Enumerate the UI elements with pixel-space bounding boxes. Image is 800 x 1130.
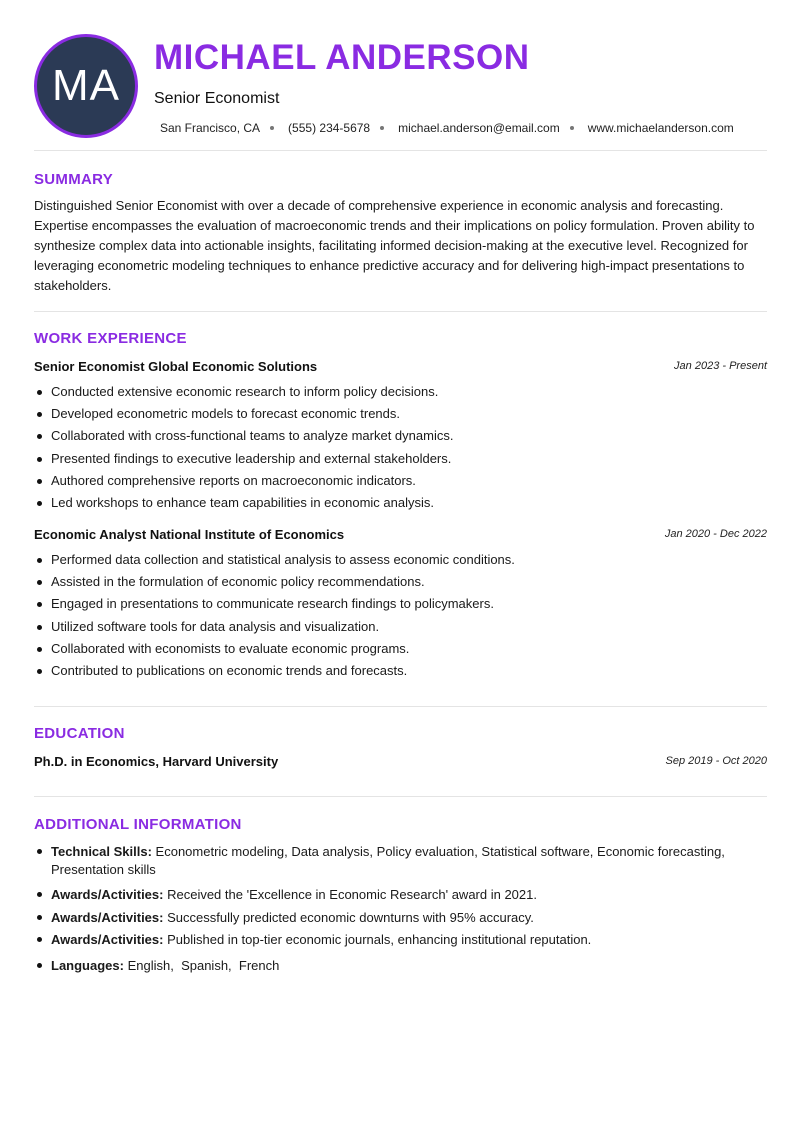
summary-text: Distinguished Senior Economist with over a decade of comprehensive experience in economic analysis and forecasting. Expertise encompasses the evaluation of macroeconomic trends and their implications on policy formulation. Proven ability to synthesize complex data into actionable insights, facilitating informed decision-making at the executive level. Recognized for leveraging econometric modeling techniques to enhance predictive accuracy and for delivering high-impact presentations to stakeholders. (34, 198, 755, 293)
avatar-initials: MA (52, 61, 120, 110)
item-label: Languages: (51, 957, 124, 973)
list-item: Collaborated with cross-functional teams to analyze market dynamics. (34, 428, 767, 444)
avatar (34, 34, 138, 138)
additional-heading: ADDITIONAL INFORMATION (34, 816, 242, 833)
item-label: Technical Skills: (51, 844, 152, 859)
list-item: Contributed to publications on economic trends and forecasts. (34, 663, 767, 679)
separator-dot (380, 126, 384, 130)
job-bullets (34, 552, 767, 685)
item-text: Received the 'Excellence in Economic Research' award in 2021. (167, 887, 537, 902)
list-item: Performed data collection and statistical analysis to assess economic conditions. (34, 552, 767, 568)
list-item: Developed econometric models to forecast economic trends. (34, 406, 767, 422)
list-item: Engaged in presentations to communicate research findings to policymakers. (34, 596, 767, 612)
list-item: Assisted in the formulation of economic policy recommendations. (34, 574, 767, 590)
item-text: Successfully predicted economic downturns with 95% accuracy. (167, 909, 534, 925)
contact-location: San Francisco, CA (160, 121, 261, 135)
list-item: Authored comprehensive reports on macroeconomic indicators. (34, 473, 767, 489)
resume-header (34, 34, 767, 138)
degree: Ph.D. in Economics, Harvard University (34, 754, 279, 769)
job-title: Economic Analyst National Institute of Economics (34, 527, 345, 542)
list-item (34, 886, 767, 904)
item-text: Published in top-tier economic journals, enhancing institutional reputation. (167, 932, 592, 947)
job-bullets (34, 384, 767, 517)
summary-heading: SUMMARY (34, 171, 114, 188)
divider (34, 706, 767, 707)
education-dates: Sep 2019 - Oct 2020 (665, 755, 767, 767)
item-text: Econometric modeling, Data analysis, Policy evaluation, Statistical software, Economic forecasting, Presentation skills (51, 844, 725, 877)
list-item (34, 957, 767, 975)
list-item (34, 909, 767, 927)
contact-website[interactable]: www.michaelanderson.com (587, 121, 734, 135)
item-label: Awards/Activities: (51, 909, 164, 925)
candidate-title: Senior Economist (154, 90, 280, 107)
list-item: Presented findings to executive leadership and external stakeholders. (34, 451, 767, 467)
job-header (34, 527, 767, 545)
item-label: Awards/Activities: (51, 932, 164, 947)
education-heading: EDUCATION (34, 725, 125, 742)
separator-dot (570, 126, 574, 130)
item-label: Awards/Activities: (51, 887, 164, 902)
list-item: Conducted extensive economic research to inform policy decisions. (34, 384, 767, 400)
additional-list (34, 843, 767, 974)
list-item (34, 931, 767, 949)
item-text: English, Spanish, French (127, 957, 280, 973)
contact-email[interactable]: michael.anderson@email.com (398, 121, 560, 135)
separator-dot (270, 126, 274, 130)
job-dates: Jan 2020 - Dec 2022 (664, 528, 767, 540)
list-item: Utilized software tools for data analysis and visualization. (34, 619, 767, 635)
list-item (34, 843, 767, 878)
divider (34, 150, 767, 151)
job-dates: Jan 2023 - Present (674, 360, 767, 372)
contact-phone: (555) 234-5678 (288, 121, 371, 135)
divider (34, 796, 767, 797)
list-item: Collaborated with economists to evaluate economic programs. (34, 641, 767, 657)
education-entry (34, 754, 767, 772)
job-header (34, 359, 767, 377)
experience-heading: WORK EXPERIENCE (34, 330, 187, 347)
list-item: Led workshops to enhance team capabilities in economic analysis. (34, 495, 767, 511)
job-title: Senior Economist Global Economic Solutions (34, 359, 318, 374)
divider (34, 311, 767, 312)
candidate-name: MICHAEL ANDERSON (154, 38, 530, 77)
contact-row (160, 121, 734, 135)
